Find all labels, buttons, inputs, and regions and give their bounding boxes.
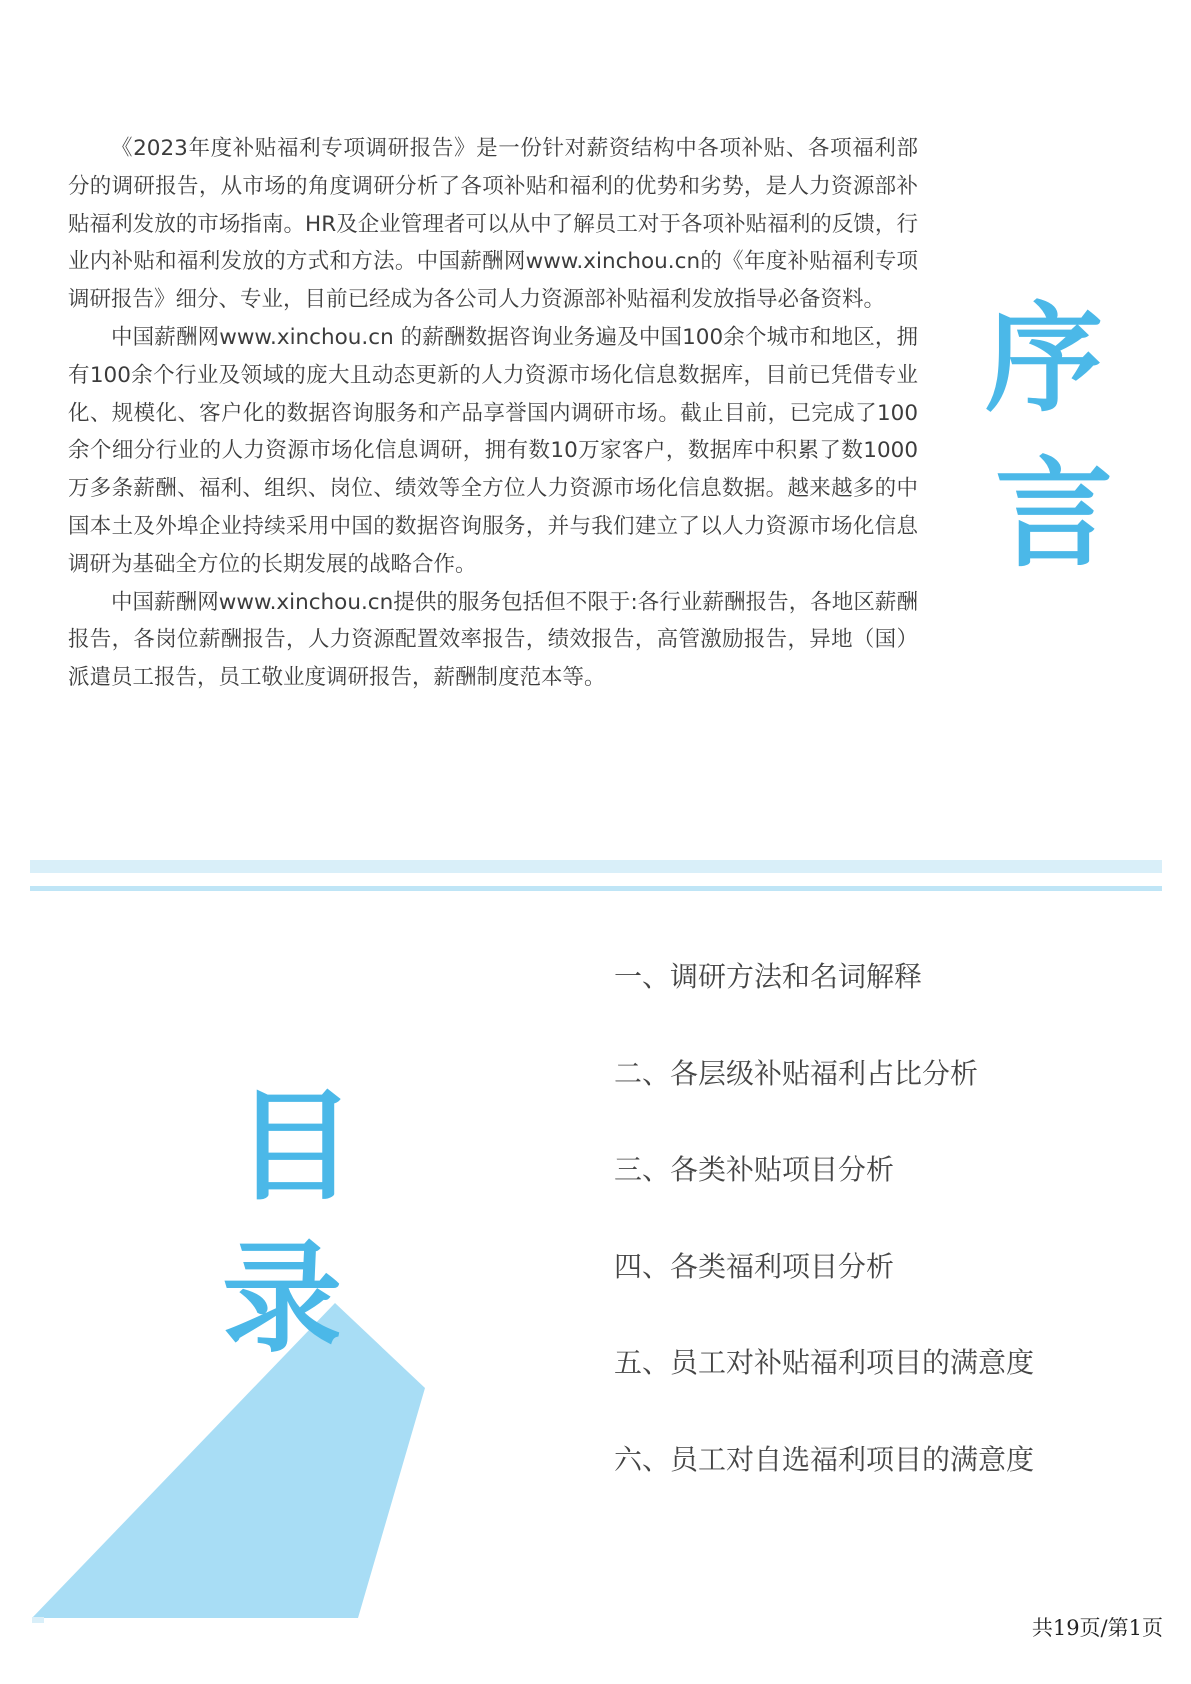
- table-of-contents: [614, 952, 1034, 1531]
- toc-item-6[interactable]: 六、员工对自选福利项目的满意度: [614, 1442, 1035, 1476]
- preface-paragraph-2: 中国薪酬网www.xinchou.cn 的薪酬数据咨询业务遍及中国100余个城市和地区，拥有100余个行业及领域的庞大且动态更新的人力资源市场化信息数据库，目前已凭借专业化、规模化、客户化的数据咨询服务和产品享誉国内调研市场。截止目前，已完成了100余个细分行业的人力资源市场化信息调研，拥有数10万家客户，数据库中积累了数1000万多条薪酬、福利、组织、岗位、绩效等全方位人力资源市场化信息数据。越来越多的中国本土及外埠企业持续采用中国的数据咨询服务，并与我们建立了以人力资源市场化信息调研为基础全方位的长期发展的战略合作。: [68, 324, 918, 577]
- toc-item-4[interactable]: 四、各类福利项目分析: [614, 1249, 895, 1283]
- toc-title-char-1: 目: [235, 1078, 355, 1217]
- preface-paragraph-1: 《2023年度补贴福利专项调研报告》是一份针对薪资结构中各项补贴、各项福利部分的调研报告，从市场的角度调研分析了各项补贴和福利的优势和劣势，是人力资源部补贴福利发放的市场指南。HR及企业管理者可以从中了解员工对于各项补贴福利的反馈，行业内补贴和福利发放的方式和方法。中国薪酬网www.xinchou.cn的《年度补贴福利专项调研报告》细分、专业，目前已经成为各公司人力资源部补贴福利发放指导必备资料。: [68, 136, 918, 313]
- preface-title-char-1: 序: [985, 290, 1104, 428]
- preface-title-char-2: 言: [995, 445, 1114, 583]
- toc-item-2[interactable]: 二、各层级补贴福利占比分析: [614, 1056, 979, 1090]
- preface-paragraph-3: 中国薪酬网www.xinchou.cn提供的服务包括但不限于:各行业薪酬报告，各地区薪酬报告，各岗位薪酬报告，人力资源配置效率报告，绩效报告，高管激励报告，异地（国）派遣员工报告，员工敬业度调研报告，薪酬制度范本等。: [68, 589, 918, 691]
- page-info: 共19页/第1页: [1031, 1616, 1163, 1640]
- decorative-small-square: [32, 1617, 44, 1623]
- toc-title-char-2: 录: [222, 1230, 342, 1369]
- toc-item-1[interactable]: 一、调研方法和名词解释: [614, 960, 923, 993]
- toc-item-3[interactable]: 三、各类补贴项目分析: [614, 1153, 895, 1186]
- toc-item-5[interactable]: 五、员工对补贴福利项目的满意度: [614, 1346, 1035, 1379]
